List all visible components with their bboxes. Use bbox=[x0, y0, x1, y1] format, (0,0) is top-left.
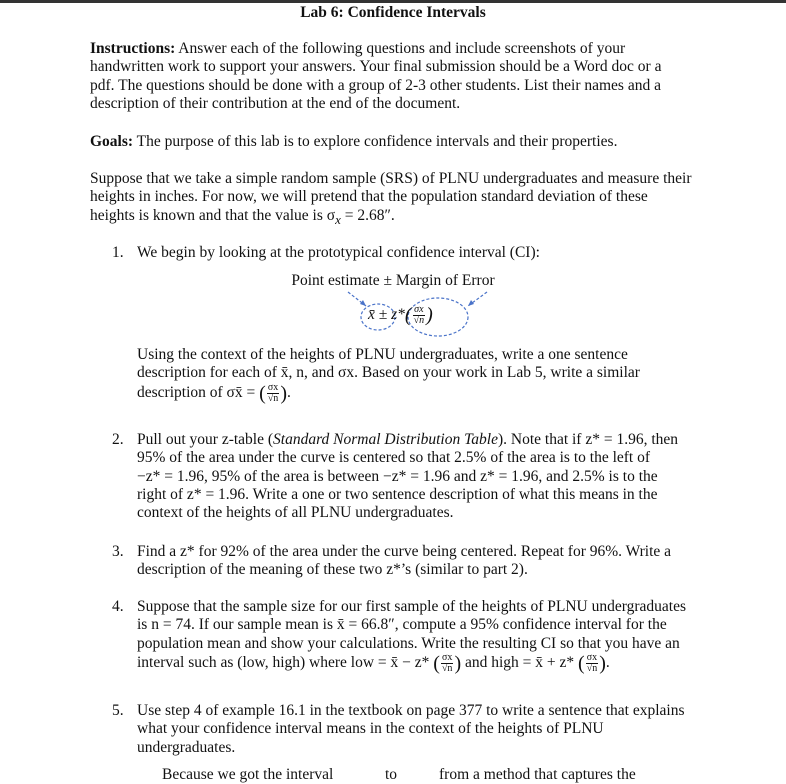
page-title: Lab 6: Confidence Intervals bbox=[300, 4, 486, 21]
intro-line: = 2.68″. bbox=[340, 206, 395, 224]
question-5-cutoff-text: to bbox=[385, 766, 398, 783]
question-2-line: context of the heights of all PLNU undergraduates. bbox=[137, 504, 454, 522]
intro-line: heights is known and that the value is σ bbox=[90, 206, 336, 224]
instructions-line: handwritten work to support your answers. Your final submission should be a Word doc or a bbox=[90, 58, 662, 76]
question-1-line: description for each of x̄, n, and σx. Based on your work in Lab 5, write a similar bbox=[137, 364, 640, 382]
instructions-line: description of their contribution at the end of the document. bbox=[90, 94, 461, 112]
fraction-numerator: σx bbox=[586, 651, 598, 663]
fraction-denominator: √n bbox=[586, 662, 598, 674]
question-4-line: is n = 74. If our sample mean is x̄ = 66.8″, compute a 95% confidence interval for the bbox=[137, 616, 667, 634]
page-top-border bbox=[0, 0, 786, 3]
ci-formula-pm: x̄ ± z* bbox=[368, 306, 405, 324]
fraction-numerator: σx bbox=[441, 651, 453, 663]
fraction-denominator: √n bbox=[441, 662, 453, 674]
question-1-line: Using the context of the heights of PLNU undergraduates, write a one sentence bbox=[137, 346, 628, 363]
intro-line: Suppose that we take a simple random sample (SRS) of PLNU undergraduates and measure their bbox=[90, 170, 692, 187]
intro-line: heights in inches. For now, we will pretend that the population standard deviation of these bbox=[90, 188, 648, 206]
high-fraction bbox=[586, 653, 599, 674]
intro-subscript: x bbox=[335, 211, 341, 227]
fraction-numerator: σx bbox=[414, 304, 424, 315]
ci-formula-label: Point estimate ± Margin of Error bbox=[291, 272, 495, 289]
question-number: 4. bbox=[112, 598, 124, 615]
instructions-paragraph bbox=[90, 40, 730, 113]
goals-paragraph bbox=[90, 133, 730, 151]
goals-label: Goals: bbox=[90, 133, 134, 150]
fraction-denominator: √n bbox=[267, 392, 279, 404]
instructions-label: Instructions: bbox=[90, 40, 176, 57]
question-2-line: Pull out your z-table ( bbox=[137, 431, 274, 448]
ci-formula-expression: x̄ ± z*( $\frac{\sigma x}{√n}$ ) bbox=[368, 304, 433, 326]
question-4-line: interval such as (low, high) where low = x̄ − z* bbox=[137, 653, 430, 671]
question-5-line: Use step 4 of example 16.1 in the textbook on page 377 to write a sentence that explains bbox=[137, 702, 685, 719]
question-3-line: description of the meaning of these two z*’s (similar to part 2). bbox=[137, 561, 528, 579]
question-5-cutoff-text: from a method that captures the bbox=[439, 766, 636, 783]
question-4-line: population mean and show your calculations. Write the resulting CI so that you have an bbox=[137, 634, 680, 652]
question-4-line: Suppose that the sample size for our first sample of the heights of PLNU undergraduates bbox=[137, 598, 686, 615]
instructions-line: Answer each of the following questions and include screenshots of your bbox=[178, 40, 626, 57]
question-1-line: description of σx̄ = bbox=[137, 383, 256, 401]
ci-formula-fraction bbox=[413, 305, 426, 326]
question-5-line: what your confidence interval means in the context of the heights of PLNU bbox=[137, 720, 604, 738]
question-2-line: 95% of the area under the curve is centered so that 2.5% of the area is to the left of bbox=[137, 449, 651, 467]
fraction-numerator: σx bbox=[267, 381, 279, 393]
question-number: 3. bbox=[112, 543, 124, 560]
question-4-line: and high = x̄ + z* bbox=[464, 653, 575, 671]
goals-text: The purpose of this lab is to explore confidence intervals and their properties. bbox=[136, 133, 618, 150]
intro-paragraph bbox=[90, 170, 730, 229]
question-5-line: undergraduates. bbox=[137, 738, 236, 756]
instructions-line: pdf. The questions should be done with a group of 2-3 other students. List their names and a bbox=[90, 76, 661, 94]
question-2-line: −z* = 1.96, 95% of the area is between −z* = 1.96 and z* = 1.96, and 2.5% is to the bbox=[137, 467, 658, 485]
sigma-xbar-fraction bbox=[267, 383, 280, 404]
low-fraction bbox=[441, 653, 454, 674]
fraction-denominator: √n bbox=[413, 315, 425, 326]
question-3-line: Find a z* for 92% of the area under the curve being centered. Repeat for 96%. Write a bbox=[137, 543, 672, 560]
question-2-line: ). Note that if z* = 1.96, then bbox=[497, 431, 679, 448]
question-5-cutoff-text: Because we got the interval bbox=[162, 766, 334, 783]
question-2-table-name: Standard Normal Distribution Table bbox=[273, 431, 498, 448]
question-number: 1. bbox=[112, 244, 124, 261]
question-number: 2. bbox=[112, 431, 124, 448]
question-1-line: We begin by looking at the prototypical confidence interval (CI): bbox=[137, 244, 540, 261]
question-2-line: right of z* = 1.96. Write a one or two sentence description of what this means in the bbox=[137, 485, 658, 503]
question-number: 5. bbox=[112, 702, 124, 719]
